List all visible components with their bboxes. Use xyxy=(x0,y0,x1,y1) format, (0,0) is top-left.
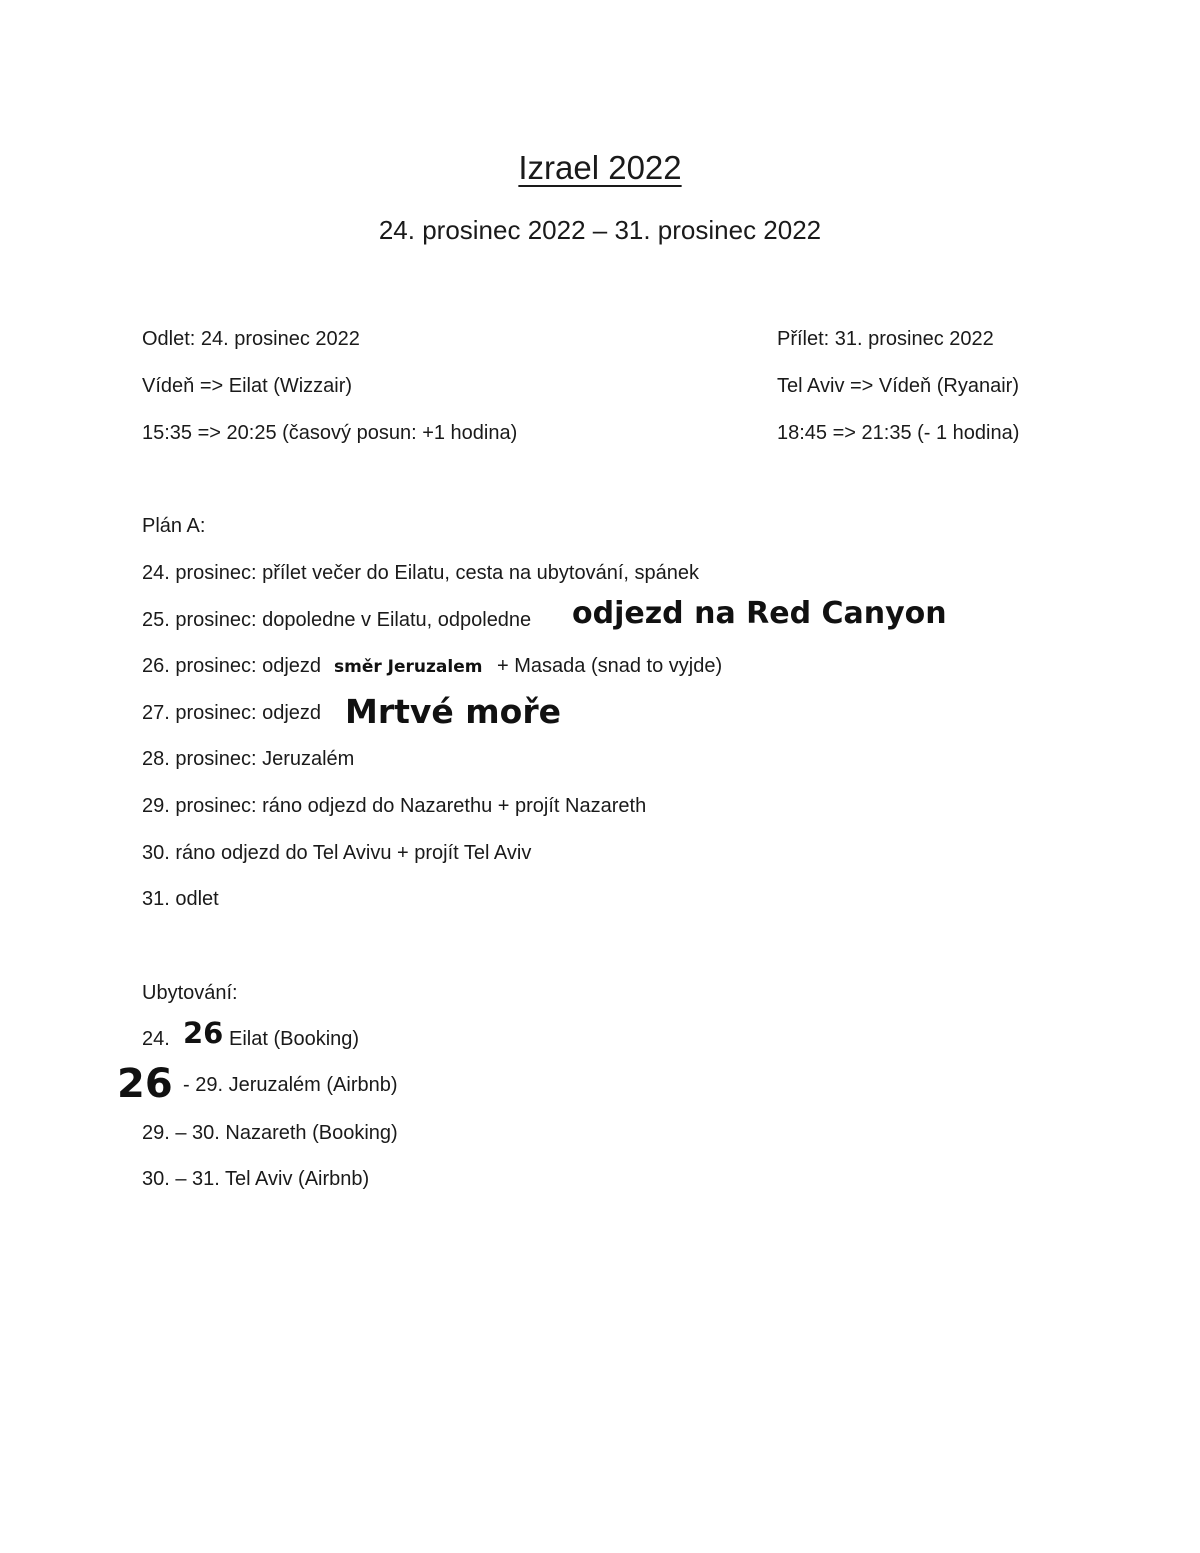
arrival-route: Tel Aviv => Vídeň (Ryanair) xyxy=(777,375,1019,397)
accommodation-row-3: 29. – 30. Nazareth (Booking) xyxy=(142,1122,398,1144)
plan-day-27-text: 27. prosinec: odjezd xyxy=(142,702,322,724)
departure-route: Vídeň => Eilat (Wizzair) xyxy=(142,375,353,397)
departure-time: 15:35 => 20:25 (časový posun: +1 hodina) xyxy=(142,422,518,444)
plan-day-27 xyxy=(142,701,321,725)
arrival-date: Přílet: 31. prosinec 2022 xyxy=(777,328,994,350)
plan-day-25 xyxy=(142,608,531,632)
accommodation-row-1-start: 24. xyxy=(142,1028,170,1050)
plan-day-27-highlight: Mrtvé moře xyxy=(345,692,561,731)
departure-date: Odlet: 24. prosinec 2022 xyxy=(142,328,360,350)
plan-heading: Plán A: xyxy=(142,515,206,537)
plan-day-29: 29. prosinec: ráno odjezd do Nazarethu + projít Nazareth xyxy=(142,795,647,817)
plan-day-24: 24. prosinec: přílet večer do Eilatu, cesta na ubytování, spánek xyxy=(142,562,699,584)
plan-day-26-highlight: směr Jeruzalem xyxy=(334,657,483,677)
accommodation-heading: Ubytování: xyxy=(142,982,238,1004)
plan-day-26-rest: + Masada (snad to vyjde) xyxy=(497,655,723,677)
page-title: Izrael 2022 xyxy=(518,149,682,186)
arrival-time: 18:45 => 21:35 (- 1 hodina) xyxy=(777,422,1020,444)
accommodation-row-1-text: Eilat (Booking) xyxy=(229,1028,360,1050)
plan-day-28: 28. prosinec: Jeruzalém xyxy=(142,748,355,770)
accommodation-row-4: 30. – 31. Tel Aviv (Airbnb) xyxy=(142,1168,370,1190)
plan-day-25-text: 25. prosinec: dopoledne v Eilatu, odpoledne xyxy=(142,609,532,631)
plan-day-31: 31. odlet xyxy=(142,888,219,910)
accommodation-row-1-highlight: 26 xyxy=(183,1016,224,1050)
accommodation-row-2-text: - 29. Jeruzalém (Airbnb) xyxy=(183,1074,398,1096)
accommodation-row-2-highlight: 26 xyxy=(117,1061,173,1107)
page-subtitle: 24. prosinec 2022 – 31. prosinec 2022 xyxy=(378,215,822,245)
plan-day-30: 30. ráno odjezd do Tel Avivu + projít Tel Aviv xyxy=(142,842,532,864)
plan-day-26-text: 26. prosinec: odjezd xyxy=(142,655,322,677)
plan-day-26 xyxy=(142,654,321,678)
plan-day-25-highlight: odjezd na Red Canyon xyxy=(572,596,947,631)
